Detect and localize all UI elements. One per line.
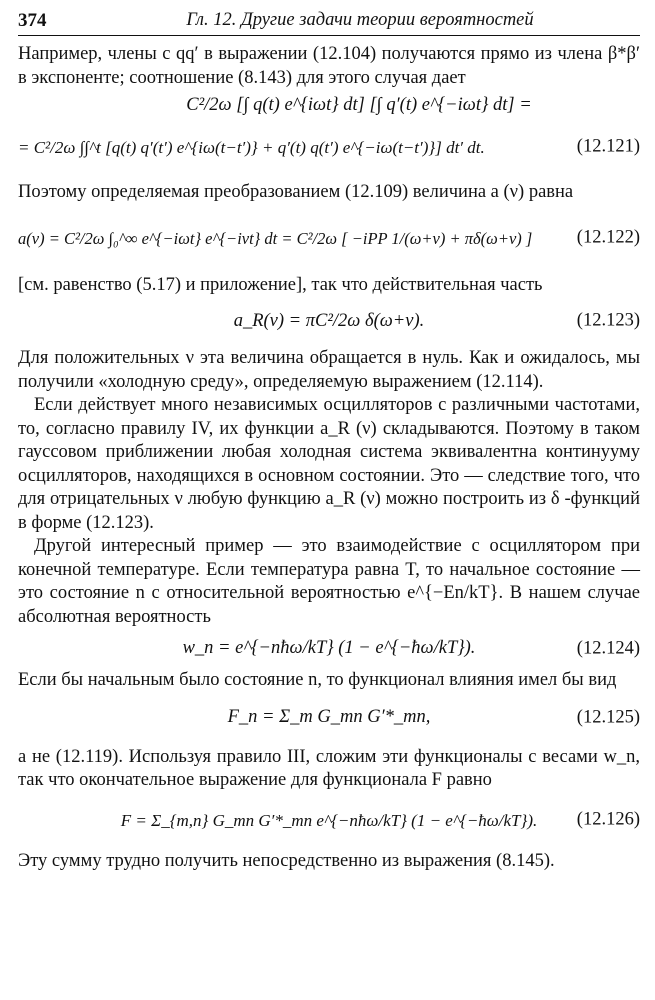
equation-12-121	[18, 136, 640, 160]
equation-12-121-number: (12.121)	[576, 136, 640, 157]
equation-12-125-body: F_n = Σ_m G_mn G′*_mn,	[227, 707, 431, 727]
equation-12-123-body: a_R(ν) = πC²/2ω δ(ω+ν).	[233, 310, 425, 331]
page-header	[18, 8, 640, 36]
equation-12-125-number: (12.125)	[576, 707, 640, 727]
equation-12-124	[18, 637, 640, 661]
equation-12-126	[18, 809, 640, 833]
paragraph-1: Например, члены с qq′ в выражении (12.104) получаются прямо из члена β*β′ в экспоненте; соотношение (8.143) для этого случая дает	[18, 44, 640, 88]
paragraph-9: Эту сумму трудно получить непосредственно из выражения (8.145).	[18, 851, 555, 871]
page-number: 374	[18, 9, 47, 31]
equation-12-124-body: w_n = e^{−nħω/kT} (1 − e^{−ħω/kT}).	[182, 638, 476, 658]
equation-12-122-body: a(ν) = C²/2ω ∫₀^∞ e^{−iωt} e^{−iνt} dt = C²/2ω [ −iPP 1/(ω+ν) + πδ(ω+ν) ]	[18, 228, 533, 248]
equation-12-121-body: = C²/2ω ∫∫^t [q(t) q′(t′) e^{iω(t−t′)} + q′(t) q(t′) e^{−iω(t−t′)}] dt′ dt.	[18, 137, 485, 157]
paragraph-3: [см. равенство (5.17) и приложение], так что действительная часть	[18, 275, 543, 295]
equation-12-122	[18, 227, 640, 251]
paragraph-8: а не (12.119). Используя правило III, сложим эти функционалы с весами w_n, так что окончательное выражение для функционала F равно	[18, 746, 640, 790]
paragraph-5: Если действует много независимых осцилляторов с различными частотами, то, согласно правилу IV, их функции a_R (ν) складываются. Поэтому в таком гауссовом приближении любая холодная система эквивалентна континууму осцилляторов, находящихся в основном состоянии. Это — следствие того, что для отрицательных ν любую функцию a_R (ν) можно построить из δ -функций в форме (12.123).	[18, 395, 640, 533]
running-title: Гл. 12. Другие задачи теории вероятностей	[186, 9, 534, 30]
equation-a-body: C²/2ω [∫ q(t) e^{iωt} dt] [∫ q′(t) e^{−iωt} dt] =	[186, 95, 532, 115]
equation-12-124-number: (12.124)	[576, 638, 640, 658]
book-page	[18, 8, 640, 874]
paragraph-2: Поэтому определяемая преобразованием (12.109) величина a (ν) равна	[18, 182, 574, 202]
paragraph-6: Другой интересный пример — это взаимодействие с осциллятором при конечной температуре. Если температура равна T, то начальное состояние — это состояние n с относительной вероятностью e^{−En/kT}. В нашем случае абсолютная вероятность	[18, 536, 640, 627]
paragraph-4: Для положительных ν эта величина обращается в нуль. Как и ожидалось, мы получили «холодную среду», определяемую выражением (12.114).	[18, 348, 640, 392]
equation-12-123	[18, 310, 640, 334]
equation-12-126-body: F = Σ_{m,n} G_mn G′*_mn e^{−nħω/kT} (1 − e^{−ħω/kT}).	[120, 810, 538, 830]
equation-12-123-number: (12.123)	[576, 310, 640, 331]
equation-a	[18, 94, 640, 118]
equation-12-122-number: (12.122)	[576, 227, 640, 248]
equation-12-126-number: (12.126)	[576, 809, 640, 830]
equation-12-125	[18, 706, 640, 730]
paragraph-7: Если бы начальным было состояние n, то функционал влияния имел бы вид	[18, 669, 617, 690]
